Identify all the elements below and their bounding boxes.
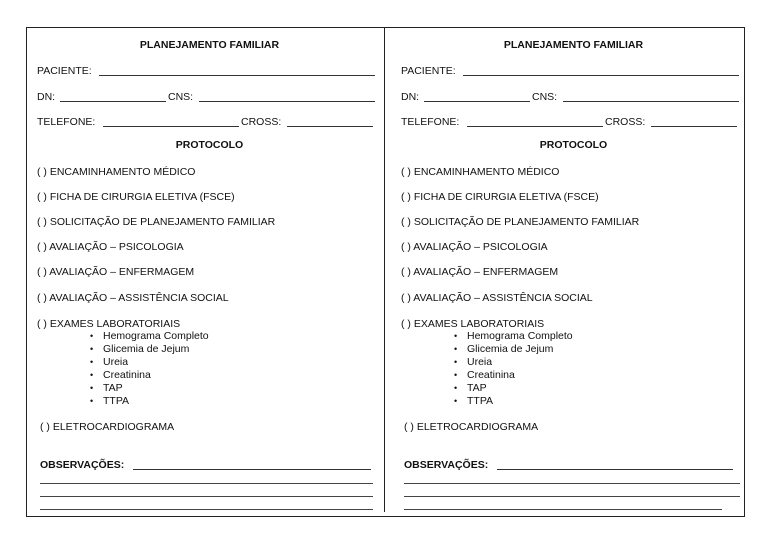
- exam-label: Ureia: [103, 356, 129, 368]
- exam-label: Glicemia de Jejum: [467, 343, 554, 355]
- checkbox-encaminhamento[interactable]: ( ) ENCAMINHAMENTO MÉDICO: [37, 166, 196, 178]
- exam-label: Ureia: [467, 356, 493, 368]
- paciente-label: PACIENTE:: [401, 65, 456, 77]
- form-title: PLANEJAMENTO FAMILIAR: [503, 39, 644, 51]
- exam-label: TTPA: [467, 395, 494, 407]
- cross-label: CROSS:: [605, 116, 646, 128]
- checkbox-exames[interactable]: ( ) EXAMES LABORATORIAIS: [37, 318, 181, 330]
- checkbox-ficha-cirurgia[interactable]: ( ) FICHA DE CIRURGIA ELETIVA (FSCE): [401, 191, 599, 203]
- exam-list-item: • TTPA: [90, 395, 130, 407]
- cross-field[interactable]: [287, 126, 373, 127]
- observacoes-line[interactable]: [40, 509, 373, 510]
- observacoes-label: OBSERVAÇÕES:: [40, 459, 125, 471]
- observacoes-field[interactable]: [497, 469, 733, 470]
- exam-label: TAP: [103, 382, 123, 394]
- exam-label: Creatinina: [103, 369, 151, 381]
- protocol-heading: PROTOCOLO: [175, 139, 244, 151]
- exam-list-item: • TTPA: [454, 395, 494, 407]
- exam-list-item: • TAP: [454, 382, 487, 394]
- observacoes-field[interactable]: [133, 469, 371, 470]
- observacoes-line[interactable]: [404, 509, 722, 510]
- dn-label: DN:: [401, 91, 420, 103]
- observacoes-line[interactable]: [40, 496, 373, 497]
- observacoes-line[interactable]: [404, 496, 740, 497]
- exam-label: Glicemia de Jejum: [103, 343, 190, 355]
- checkbox-assistencia-social[interactable]: ( ) AVALIAÇÃO – ASSISTÊNCIA SOCIAL: [37, 292, 229, 304]
- exam-list-item: • Hemograma Completo: [454, 330, 573, 342]
- checkbox-eletrocardiograma[interactable]: ( ) ELETROCARDIOGRAMA: [40, 421, 175, 433]
- cns-label: CNS:: [532, 91, 558, 103]
- paciente-field[interactable]: [463, 75, 739, 76]
- exam-list-item: • Hemograma Completo: [90, 330, 209, 342]
- cross-field[interactable]: [651, 126, 737, 127]
- paciente-field[interactable]: [99, 75, 375, 76]
- exam-label: Hemograma Completo: [103, 330, 209, 342]
- dn-field[interactable]: [60, 101, 166, 102]
- exam-list-item: • Ureia: [454, 356, 493, 368]
- cns-field[interactable]: [199, 101, 375, 102]
- exam-list-item: • Glicemia de Jejum: [90, 343, 190, 355]
- exam-list-item: • Glicemia de Jejum: [454, 343, 554, 355]
- form-title: PLANEJAMENTO FAMILIAR: [139, 39, 280, 51]
- telefone-field[interactable]: [467, 126, 603, 127]
- cns-field[interactable]: [563, 101, 739, 102]
- observacoes-line[interactable]: [404, 483, 740, 484]
- checkbox-enfermagem[interactable]: ( ) AVALIAÇÃO – ENFERMAGEM: [401, 266, 559, 278]
- exam-label: TTPA: [103, 395, 130, 407]
- exam-list-item: • Creatinina: [454, 369, 515, 381]
- checkbox-solicitacao[interactable]: ( ) SOLICITAÇÃO DE PLANEJAMENTO FAMILIAR: [37, 216, 276, 228]
- exam-label: Creatinina: [467, 369, 515, 381]
- checkbox-enfermagem[interactable]: ( ) AVALIAÇÃO – ENFERMAGEM: [37, 266, 195, 278]
- checkbox-psicologia[interactable]: ( ) AVALIAÇÃO – PSICOLOGIA: [37, 241, 184, 253]
- exam-list-item: • TAP: [90, 382, 123, 394]
- dn-label: DN:: [37, 91, 56, 103]
- exam-list-item: • Ureia: [90, 356, 129, 368]
- observacoes-line[interactable]: [40, 483, 373, 484]
- paciente-label: PACIENTE:: [37, 65, 92, 77]
- dn-field[interactable]: [424, 101, 530, 102]
- observacoes-label: OBSERVAÇÕES:: [404, 459, 489, 471]
- checkbox-psicologia[interactable]: ( ) AVALIAÇÃO – PSICOLOGIA: [401, 241, 548, 253]
- protocol-heading: PROTOCOLO: [539, 139, 608, 151]
- checkbox-encaminhamento[interactable]: ( ) ENCAMINHAMENTO MÉDICO: [401, 166, 560, 178]
- exam-list-item: • Creatinina: [90, 369, 151, 381]
- telefone-field[interactable]: [103, 126, 239, 127]
- exam-label: Hemograma Completo: [467, 330, 573, 342]
- cross-label: CROSS:: [241, 116, 282, 128]
- telefone-label: TELEFONE:: [401, 116, 460, 128]
- checkbox-eletrocardiograma[interactable]: ( ) ELETROCARDIOGRAMA: [404, 421, 539, 433]
- exam-label: TAP: [467, 382, 487, 394]
- cns-label: CNS:: [168, 91, 194, 103]
- checkbox-ficha-cirurgia[interactable]: ( ) FICHA DE CIRURGIA ELETIVA (FSCE): [37, 191, 235, 203]
- telefone-label: TELEFONE:: [37, 116, 96, 128]
- checkbox-solicitacao[interactable]: ( ) SOLICITAÇÃO DE PLANEJAMENTO FAMILIAR: [401, 216, 640, 228]
- checkbox-exames[interactable]: ( ) EXAMES LABORATORIAIS: [401, 318, 545, 330]
- column-divider: [384, 27, 385, 512]
- checkbox-assistencia-social[interactable]: ( ) AVALIAÇÃO – ASSISTÊNCIA SOCIAL: [401, 292, 593, 304]
